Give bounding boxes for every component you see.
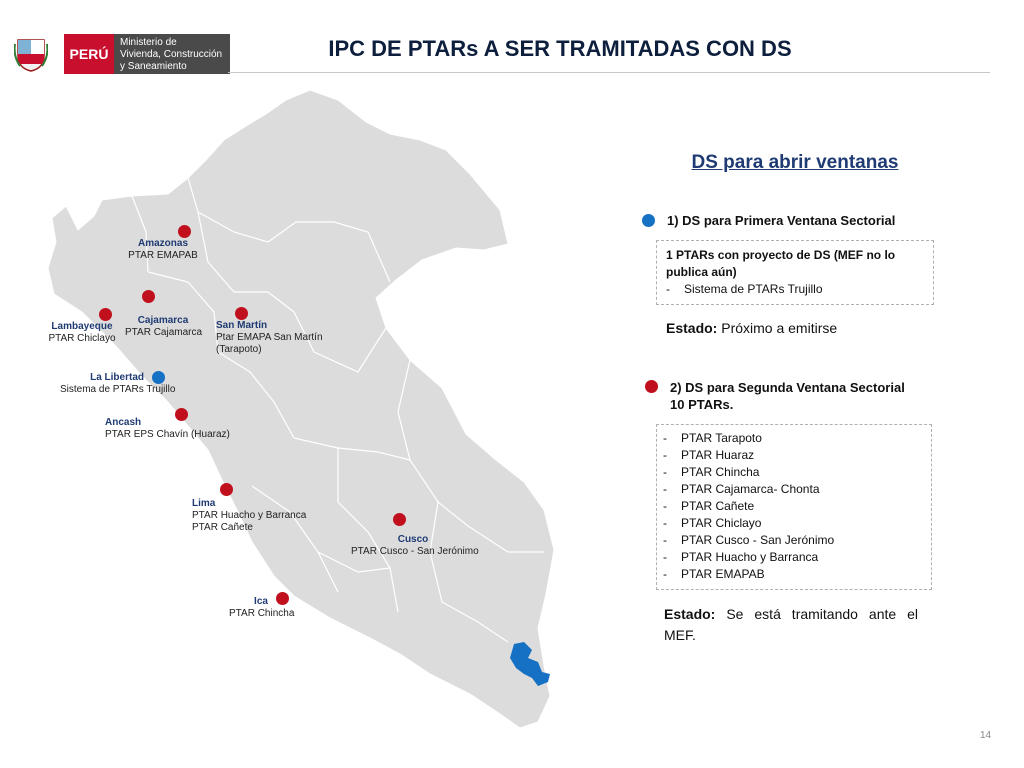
coat-of-arms-icon: [14, 36, 48, 72]
label-san-martin: San Martín Ptar EMAPA San Martín (Tarapoto): [216, 320, 323, 355]
label-lambayeque: Lambayeque PTAR Chiclayo: [48, 321, 116, 344]
list-item: - PTAR Cajamarca- Chonta: [663, 482, 820, 496]
box-segunda-ventana: [656, 424, 932, 590]
peru-label: PERÚ: [64, 34, 114, 74]
list-item: - PTAR Chiclayo: [663, 516, 762, 530]
marker-lima[interactable]: [220, 483, 233, 496]
marker-amazonas[interactable]: [178, 225, 191, 238]
label-cusco: Cusco PTAR Cusco - San Jerónimo: [351, 534, 479, 557]
box1-item: - Sistema de PTARs Trujillo: [666, 282, 823, 296]
marker-cusco[interactable]: [393, 513, 406, 526]
marker-lambayeque[interactable]: [99, 308, 112, 321]
label-ica: Ica PTAR Chincha: [229, 596, 295, 619]
list-item: - PTAR Huacho y Barranca: [663, 550, 819, 564]
list-item: - PTAR Cusco - San Jerónimo: [663, 533, 835, 547]
label-la-libertad: La Libertad: [90, 372, 144, 383]
peru-map: [38, 82, 578, 732]
list-item: - PTAR Chincha: [663, 465, 760, 479]
legend-segunda-ventana: 2) DS para Segunda Ventana Sectorial 10 PTARs.: [670, 380, 905, 412]
label-cajamarca: Cajamarca PTAR Cajamarca: [125, 315, 203, 338]
label-amazonas: Amazonas PTAR EMAPAB: [128, 238, 198, 261]
list-item: - PTAR EMAPAB: [663, 567, 765, 581]
estado-primera: Estado: Próximo a emitirse: [666, 320, 838, 336]
list-item: - PTAR Cañete: [663, 499, 755, 513]
ministry-logo: [14, 34, 223, 74]
label-la-libertad-ptar: Sistema de PTARs Trujillo: [60, 384, 176, 395]
page-number: 14: [980, 730, 992, 741]
legend-primera-ventana: 1) DS para Primera Ventana Sectorial: [667, 213, 896, 228]
ministry-name: Ministerio de Vivienda, Construcción y Saneamiento: [114, 34, 230, 74]
panel-title: DS para abrir ventanas: [691, 152, 899, 173]
label-ancash: Ancash PTAR EPS Chavín (Huaraz): [105, 417, 230, 440]
box-primera-ventana: [656, 240, 934, 305]
list-item: - PTAR Huaraz: [663, 448, 755, 462]
box1-line1: 1 PTARs con proyecto de DS (MEF no lo: [666, 248, 896, 262]
marker-cajamarca[interactable]: [142, 290, 155, 303]
estado-segunda: Estado: Se está tramitando ante el MEF.: [664, 606, 919, 643]
legend-blue-marker: [642, 214, 655, 227]
marker-la-libertad[interactable]: [152, 371, 165, 384]
legend-red-marker: [645, 380, 658, 393]
peru-outline: [48, 90, 554, 728]
list-item: - PTAR Tarapoto: [663, 431, 762, 445]
label-lima: Lima PTAR Huacho y Barranca PTAR Cañete: [192, 498, 307, 533]
title-divider: [228, 72, 990, 73]
box1-line2: publica aún): [666, 265, 737, 279]
marker-san-martin[interactable]: [235, 307, 248, 320]
page-title: IPC DE PTARs A SER TRAMITADAS CON DS: [328, 36, 792, 61]
